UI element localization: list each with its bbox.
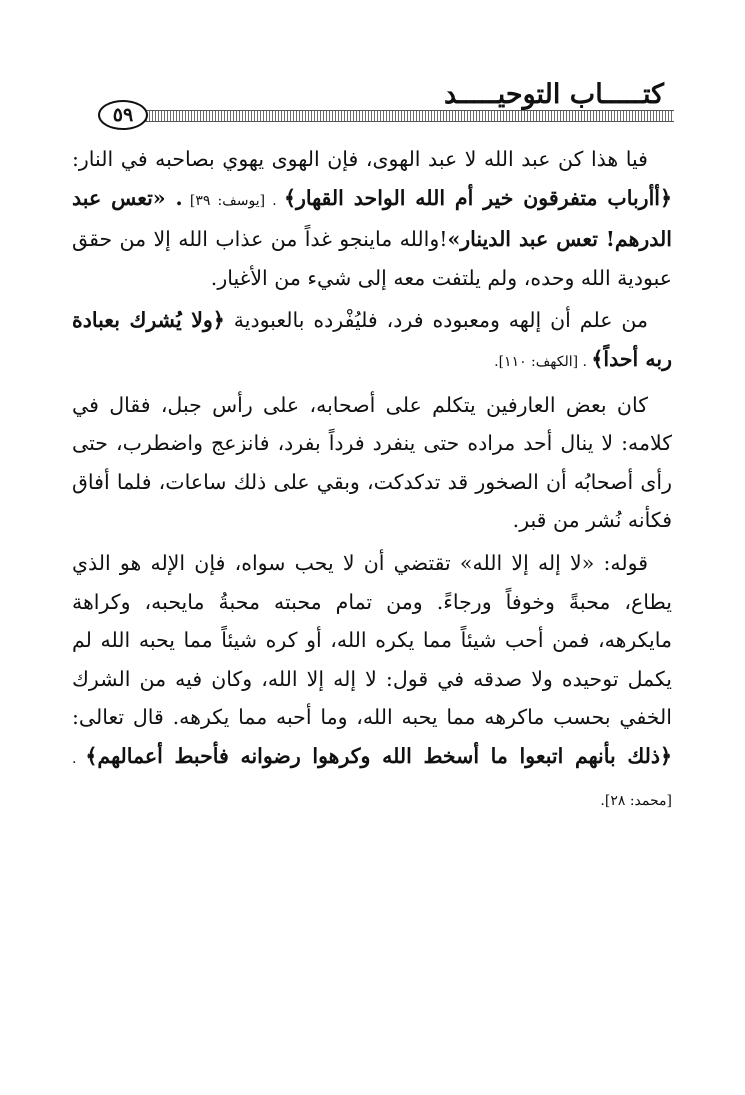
quran-verse: ﴿ذلك بأنهم اتبعوا ما أسخط الله وكرهوا رضوانه فأحبط أعمالهم﴾	[85, 743, 673, 768]
text-run: كان بعض العارفين يتكلم على أصحابه، على رأس جبل، فقال في كلامه: لا ينال أحد مراده حتى ينفرد فرداً بفرد، فانزعج واضطرب، حتى رأى أصحابُه أن الصخور قد تدكدكت، وبقي على ذلك ساعات، فلما أفاق فكأنه نُشر من قبر.	[72, 392, 672, 533]
text-run: فيا هذا كن عبد الله لا عبد الهوى، فإن الهوى يهوي بصاحبه في النار:	[72, 147, 648, 171]
header-rule	[134, 110, 674, 122]
page-number: ٥٩	[98, 100, 148, 130]
verse-reference: . [يوسف: ٣٩]	[182, 192, 284, 209]
verse-reference: . [محمد: ٢٨].	[72, 750, 672, 809]
text-run: من علم أن إلهه ومعبوده فرد، فليُفْرده بالعبودية	[224, 308, 648, 333]
paragraph-2	[72, 301, 672, 381]
quran-verse: ﴿ولا يُشرك بعبادة ربه أحداً﴾	[72, 308, 672, 371]
quran-verse: ﴿أأرباب متفرقون خير أم الله الواحد القهار﴾	[283, 185, 672, 210]
paragraph-4	[72, 544, 672, 820]
page-header	[70, 78, 674, 130]
paragraph-1	[72, 140, 672, 297]
verse-reference: . [الكهف: ١١٠].	[494, 353, 592, 370]
hadith-quote: . «تعس عبد الدرهم! تعس عبد الدينار»	[72, 185, 672, 252]
paragraph-3	[72, 386, 672, 540]
page-body	[72, 140, 672, 820]
text-run: قوله: «لا إله إلا الله» تقتضي أن لا يحب سواه، فإن الإله هو الذي يطاع، محبةً وخوفاً ورجاءً. ومن تمام محبته محبةُ مايحبه، وكراهة مايكرهه، فمن أحب شيئاً مما يكره الله، أو كره شيئاً مما يحبه الله لم يكمل توحيده ولا صدقه في قول: لا إله إلا الله، وكان فيه من الشرك الخفي بحسب ماكرهه مما يحبه الله، وما أحبه مما يكرهه. قال تعالى:	[72, 550, 672, 730]
text-run: !والله ماينجو غداً من عذاب الله إلا من حقق عبودية الله وحده، ولم يلتفت معه إلى شيء من الأغيار.	[72, 227, 672, 290]
running-title: كتـــــاب التوحيـــــد	[444, 79, 664, 110]
